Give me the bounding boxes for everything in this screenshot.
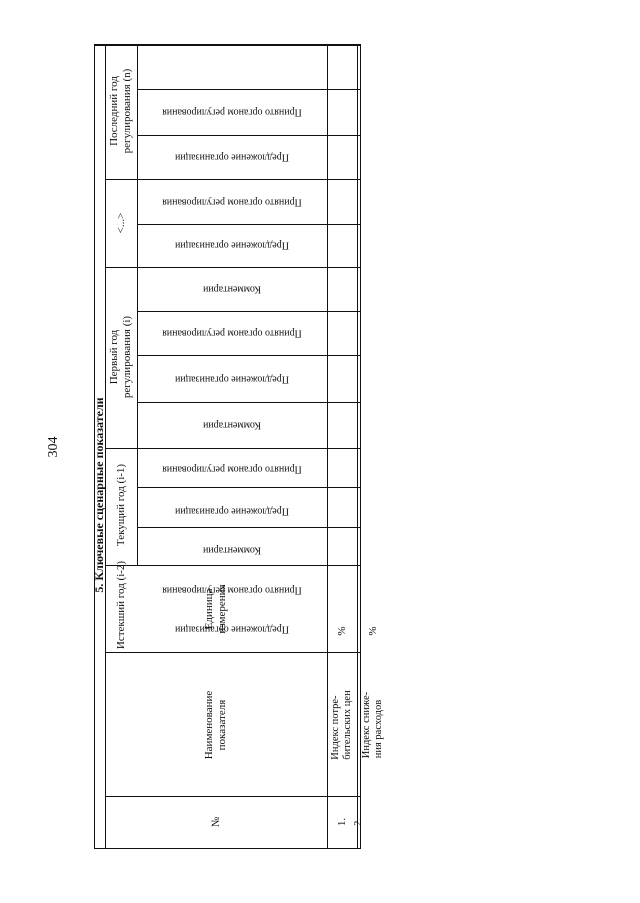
group-title-year-i-line1: Первый год — [108, 329, 120, 385]
row-2-unit: % — [367, 626, 379, 636]
subheader-n-accepted: Принято органом регулирования — [162, 106, 302, 118]
row-2-number: 2. — [353, 818, 364, 826]
row-1-number: 1. — [336, 817, 348, 827]
column-header-name — [203, 691, 229, 760]
subheader-i-accepted: Принято органом регулирования — [162, 327, 302, 339]
subheader-i1-comments: Комментарии — [202, 419, 262, 431]
subheader-i2-accepted: Принято органом регулирования — [162, 584, 302, 596]
subheader-i2-proposal: Предложение организации — [175, 623, 289, 635]
page-number: 304 — [46, 436, 61, 458]
row-2-name-line2: ния расходов — [373, 699, 384, 759]
indicators-table — [92, 44, 384, 849]
group-title-year-i2: Истекший год (i-2) — [115, 560, 127, 650]
column-header-number: № — [210, 816, 222, 828]
group-title-ellipsis: <...> — [115, 212, 127, 234]
section-title: 5. Ключевые сценарные показатели — [92, 397, 106, 593]
subheader-i1-accepted: Принято органом регулирования — [162, 463, 302, 475]
subheader-i-comments: Комментарии — [202, 283, 262, 295]
column-header-unit-line1: Единица — [203, 588, 215, 630]
subheader-i2-comments: Комментарии — [202, 544, 262, 556]
subheader-ellipsis-accepted: Принято органом регулирования — [162, 196, 302, 208]
row-2-name — [361, 692, 385, 759]
row-1-name — [330, 690, 354, 759]
group-title-year-n-line2: регулирования (n) — [121, 68, 133, 154]
row-1-name-line2: бительских цен — [342, 690, 353, 760]
column-header-name-line2: показателя — [216, 699, 228, 751]
group-title-year-i — [108, 316, 134, 398]
group-title-year-i1: Текущий год (i-1) — [115, 463, 127, 547]
subheader-i-proposal: Предложение организации — [175, 373, 289, 385]
group-title-year-n-line1: Последний год — [108, 76, 120, 146]
group-title-year-i-line2: регулирования (i) — [121, 315, 133, 399]
subheader-i1-proposal: Предложение организации — [175, 505, 289, 517]
column-header-name-line1: Наименование — [203, 690, 215, 760]
column-header-unit-line2: измерения — [216, 584, 228, 634]
row-2-name-line1: Индекс сниже- — [361, 691, 372, 759]
subheader-n-proposal: Предложение организации — [175, 151, 289, 163]
group-title-year-n — [108, 69, 134, 154]
subheader-ellipsis-proposal: Предложение организации — [175, 239, 289, 251]
row-1-unit: % — [336, 626, 348, 636]
row-1-name-line1: Индекс потре- — [330, 695, 341, 760]
